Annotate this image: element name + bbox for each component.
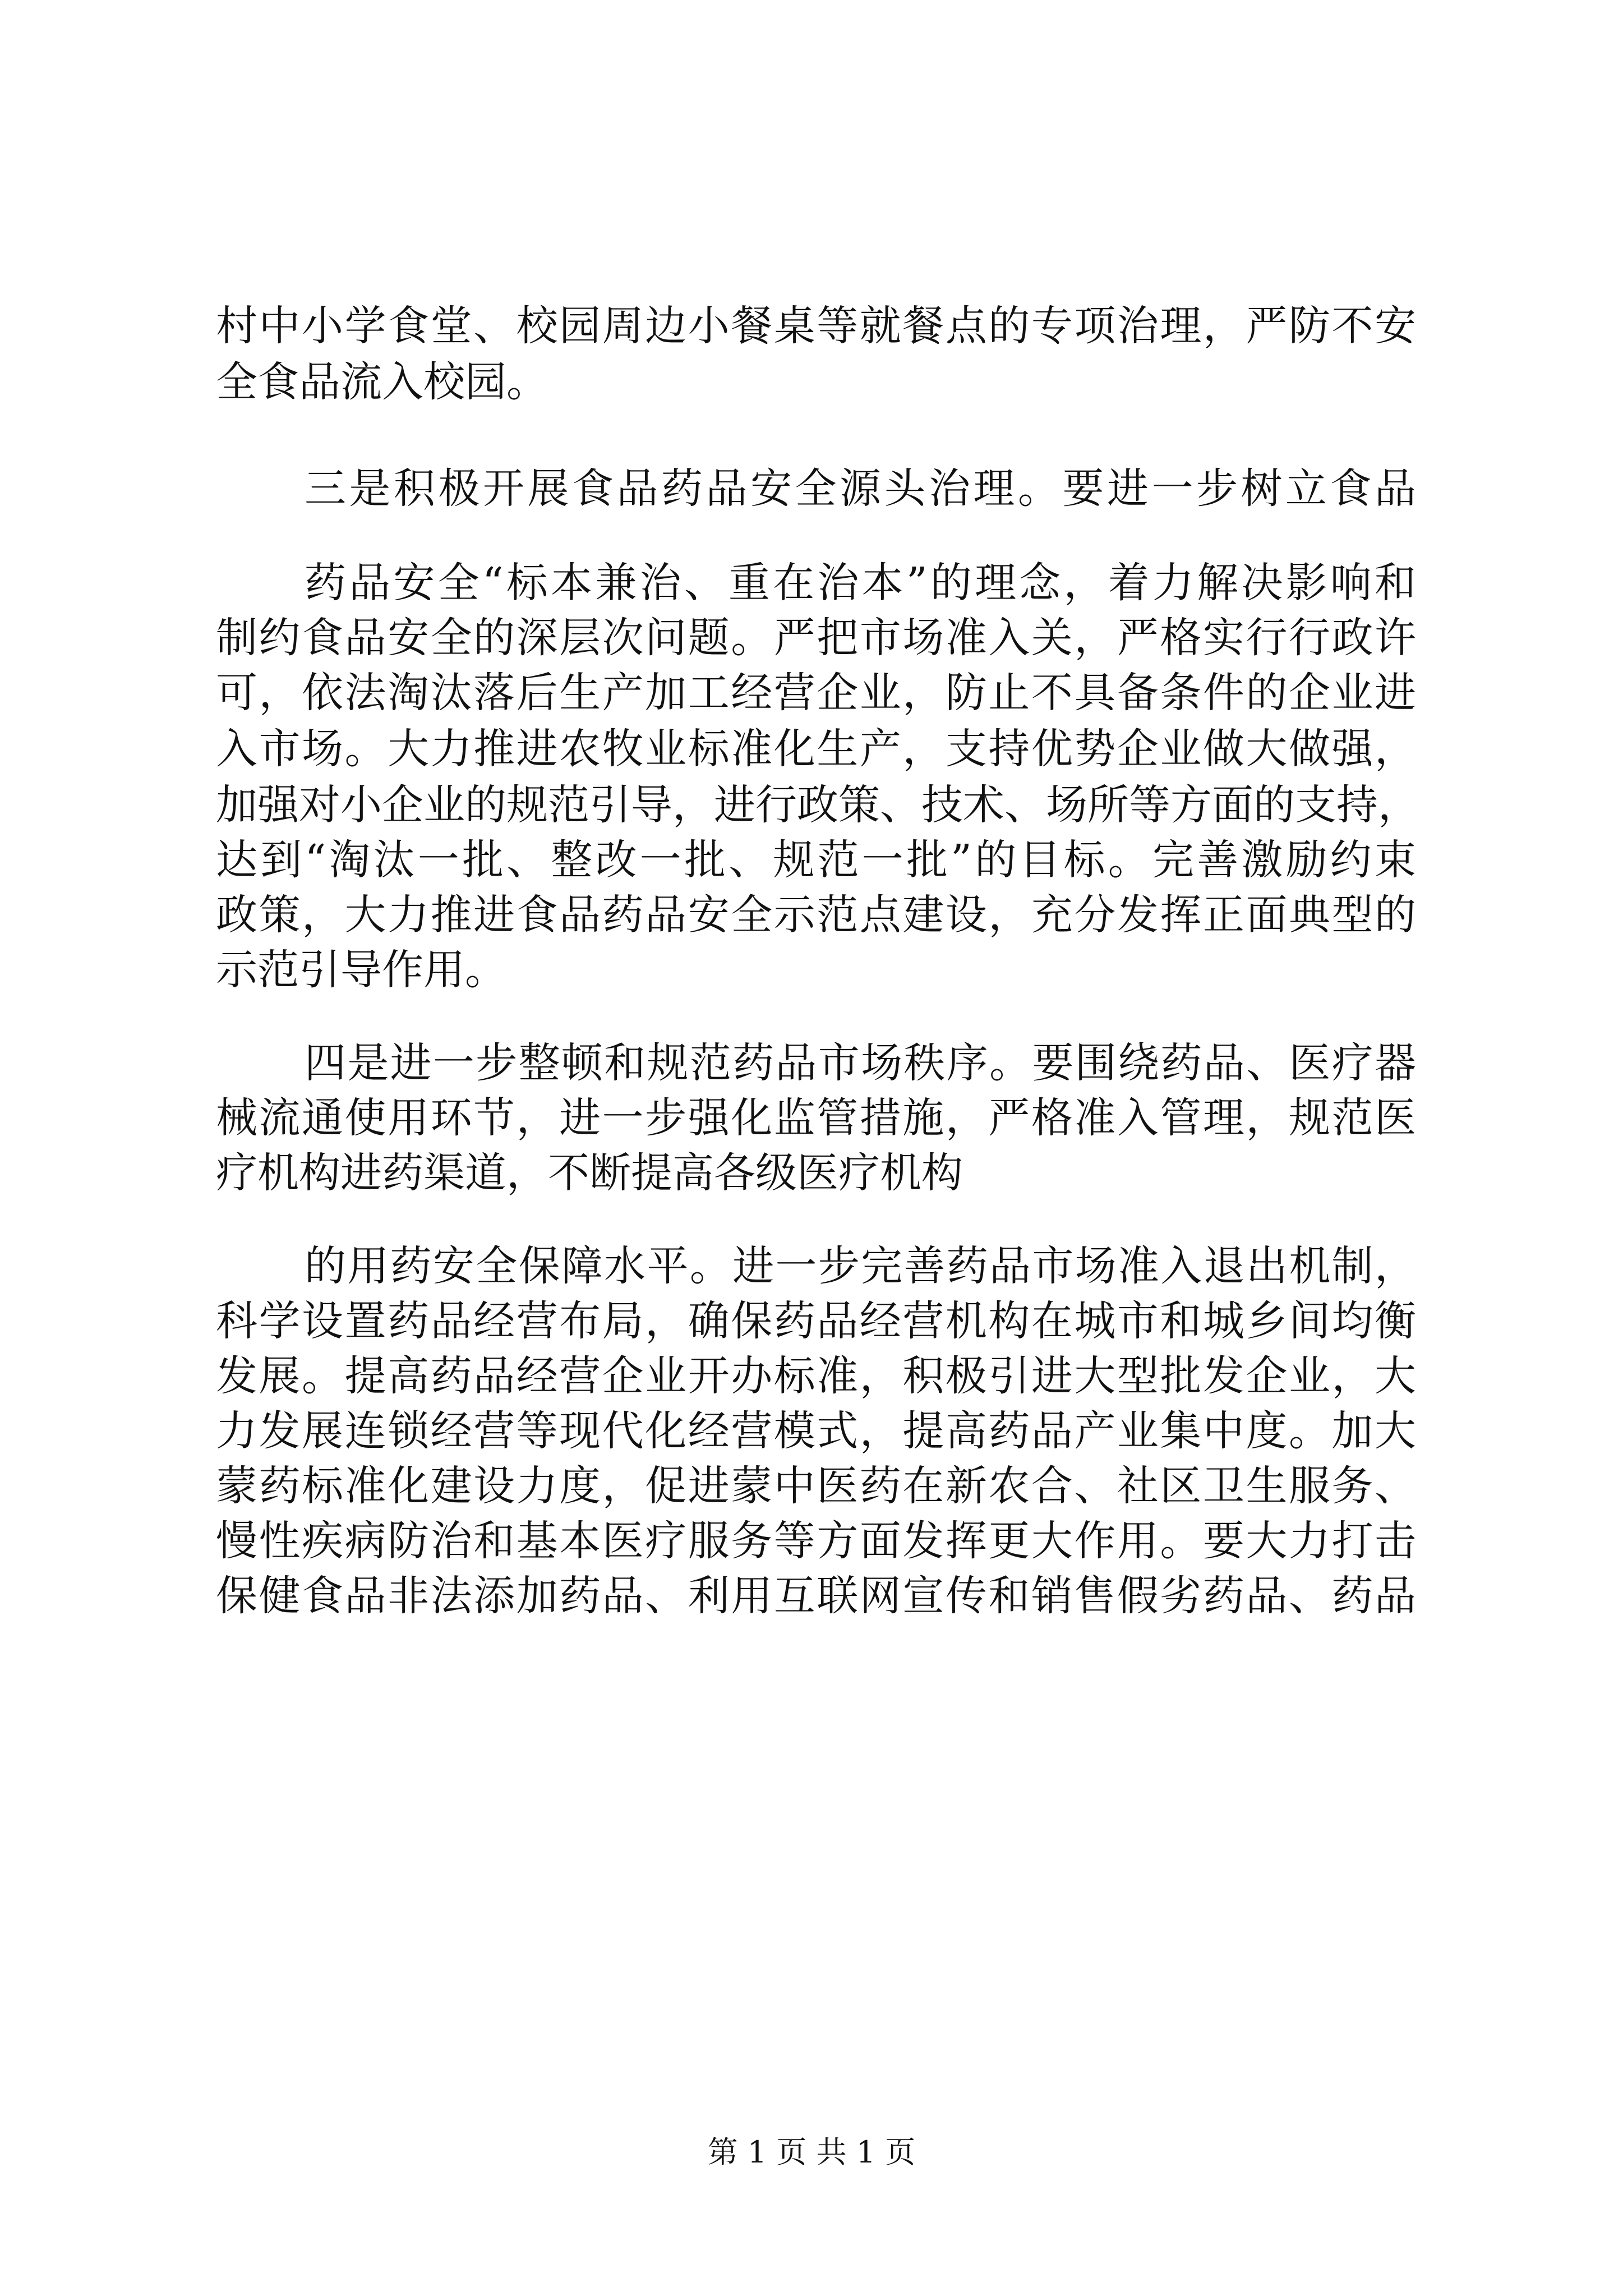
text-line: 示范引导作用。	[216, 946, 506, 994]
text-line: 保健食品非法添加药品、利用互联网宣传和销售假劣药品、药品	[216, 1572, 1416, 1620]
text-line: 疗机构进药渠道，不断提高各级医疗机构	[216, 1149, 963, 1197]
paragraph-line: 四是进一步整顿和规范药品市场秩序。要围绕药品、医疗器	[305, 1039, 1416, 1087]
paragraph-line: 药品安全“标本兼治、重在治本”的理念，着力解决影响和	[305, 559, 1416, 607]
text-line: 科学设置药品经营布局，确保药品经营机构在城市和城乡间均衡	[216, 1297, 1416, 1345]
text-line: 械流通使用环节，进一步强化监管措施，严格准入管理，规范医	[216, 1094, 1416, 1142]
text-line: 慢性疾病防治和基本医疗服务等方面发挥更大作用。要大力打击	[216, 1517, 1416, 1565]
paragraph-line: 的用药安全保障水平。进一步完善药品市场准入退出机制，	[305, 1242, 1416, 1290]
text-line: 发展。提高药品经营企业开办标准，积极引进大型批发企业，大	[216, 1352, 1416, 1400]
text-line: 蒙药标准化建设力度，促进蒙中医药在新农合、社区卫生服务、	[216, 1462, 1416, 1510]
text-line: 全食品流入校园。	[216, 358, 548, 406]
text-line: 制约食品安全的深层次问题。严把市场准入关，严格实行行政许	[216, 614, 1416, 662]
text-line: 入市场。大力推进农牧业标准化生产，支持优势企业做大做强，	[216, 725, 1416, 773]
text-line: 村中小学食堂、校园周边小餐桌等就餐点的专项治理，严防不安	[216, 302, 1416, 350]
text-line: 达到“淘汰一批、整改一批、规范一批”的目标。完善激励约束	[216, 836, 1416, 884]
text-line: 力发展连锁经营等现代化经营模式，提高药品产业集中度。加大	[216, 1407, 1416, 1455]
text-line: 加强对小企业的规范引导，进行政策、技术、场所等方面的支持，	[216, 781, 1419, 829]
paragraph-line: 三是积极开展食品药品安全源头治理。要进一步树立食品	[305, 464, 1416, 513]
page-footer: 第 1 页 共 1 页	[707, 2134, 916, 2170]
text-line: 可，依法淘汰落后生产加工经营企业，防止不具备条件的企业进	[216, 669, 1416, 717]
text-line: 政策，大力推进食品药品安全示范点建设，充分发挥正面典型的	[216, 891, 1416, 939]
